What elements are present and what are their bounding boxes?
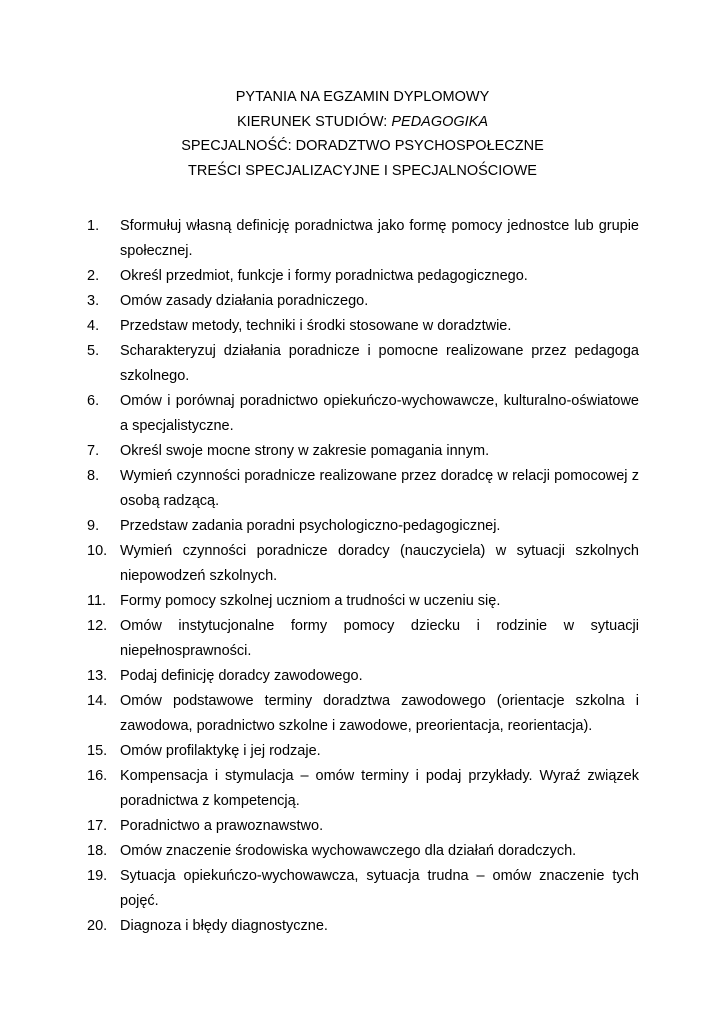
question-text: Sytuacja opiekuńczo-wychowawcza, sytuacja trudna – omów znaczenie tych pojęć. bbox=[120, 868, 639, 909]
question-text: Formy pomocy szkolnej uczniom a trudności w uczeniu się. bbox=[120, 593, 501, 609]
content-type: TREŚCI SPECJALIZACYJNE I SPECJALNOŚCIOWE bbox=[188, 162, 537, 179]
question-number: 10. bbox=[87, 543, 108, 559]
question-text: Poradnictwo a prawoznawstwo. bbox=[120, 818, 324, 834]
question-number: 7. bbox=[87, 443, 100, 459]
question-text: Określ swoje mocne strony w zakresie pomagania innym. bbox=[120, 443, 490, 459]
question-number: 19. bbox=[87, 868, 108, 884]
exam-title: PYTANIA NA EGZAMIN DYPLOMOWY bbox=[235, 89, 490, 105]
question-item bbox=[0, 389, 639, 439]
question-item bbox=[0, 339, 639, 389]
question-number: 1. bbox=[87, 218, 100, 234]
question-text: Określ przedmiot, funkcje i formy poradnictwa pedagogicznego. bbox=[120, 268, 528, 284]
question-item bbox=[0, 289, 639, 314]
question-number: 5. bbox=[87, 343, 100, 359]
question-number: 17. bbox=[87, 818, 108, 834]
question-item bbox=[0, 539, 639, 589]
question-item bbox=[0, 439, 639, 464]
question-text: Omów i porównaj poradnictwo opiekuńczo-wychowawcze, kulturalno-oświatowe a specjalistyczne. bbox=[120, 393, 639, 434]
question-item bbox=[0, 214, 639, 264]
question-item bbox=[0, 514, 639, 539]
question-text: Przedstaw zadania poradni psychologiczno-pedagogicznej. bbox=[120, 518, 501, 534]
question-number: 16. bbox=[87, 768, 108, 784]
question-number: 14. bbox=[87, 693, 108, 709]
question-item bbox=[0, 664, 639, 689]
question-item bbox=[0, 764, 639, 814]
question-number: 9. bbox=[87, 518, 100, 534]
question-text: Wymień czynności poradnicze realizowane przez doradcę w relacji pomocowej z osobą radzącą. bbox=[120, 468, 639, 509]
question-number: 20. bbox=[87, 918, 108, 934]
question-text: Scharakteryzuj działania poradnicze i pomocne realizowane przez pedagoga szkolnego. bbox=[120, 343, 639, 384]
question-item bbox=[0, 264, 639, 289]
question-number: 6. bbox=[87, 393, 100, 409]
questions-list bbox=[0, 214, 725, 939]
question-text: Omów profilaktykę i jej rodzaje. bbox=[120, 743, 321, 759]
question-item bbox=[0, 839, 639, 864]
question-number: 4. bbox=[87, 318, 100, 334]
question-item bbox=[0, 739, 639, 764]
question-number: 2. bbox=[87, 268, 100, 284]
field-of-study-value: PEDAGOGIKA bbox=[391, 113, 489, 130]
question-text: Wymień czynności poradnicze doradcy (nauczyciela) w sytuacji szkolnych niepowodzeń szkolnych. bbox=[120, 543, 639, 584]
question-text: Przedstaw metody, techniki i środki stosowane w doradztwie. bbox=[120, 318, 512, 334]
question-item bbox=[0, 614, 639, 664]
field-of-study-label: KIERUNEK STUDIÓW: bbox=[236, 113, 392, 130]
question-text: Podaj definicję doradcy zawodowego. bbox=[120, 668, 363, 684]
document-header bbox=[0, 85, 725, 183]
question-item bbox=[0, 314, 639, 339]
question-item bbox=[0, 464, 639, 514]
question-item bbox=[0, 689, 639, 739]
question-number: 12. bbox=[87, 618, 108, 634]
question-text: Omów podstawowe terminy doradztwa zawodowego (orientacje szkolna i zawodowa, poradnictwo szkolne i zawodowe, preorientacja, reorientacja). bbox=[120, 693, 639, 734]
question-number: 15. bbox=[87, 743, 108, 759]
question-item bbox=[0, 864, 639, 914]
question-number: 18. bbox=[87, 843, 108, 859]
question-text: Omów instytucjonalne formy pomocy dziecku i rodzinie w sytuacji niepełnosprawności. bbox=[120, 618, 639, 659]
question-item bbox=[0, 814, 639, 839]
question-text: Kompensacja i stymulacja – omów terminy i podaj przykłady. Wyraź związek poradnictwa z kompetencją. bbox=[120, 768, 639, 809]
question-text: Omów zasady działania poradniczego. bbox=[120, 293, 369, 309]
specialization: SPECJALNOŚĆ: DORADZTWO PSYCHOSPOŁECZNE bbox=[181, 138, 544, 154]
question-number: 11. bbox=[87, 593, 107, 609]
question-text: Diagnoza i błędy diagnostyczne. bbox=[120, 918, 328, 934]
question-number: 3. bbox=[87, 293, 100, 309]
question-number: 8. bbox=[87, 468, 100, 484]
question-item bbox=[0, 589, 639, 614]
field-of-study bbox=[0, 110, 725, 135]
question-text: Sformułuj własną definicję poradnictwa jako formę pomocy jednostce lub grupie społecznej. bbox=[120, 218, 639, 259]
question-text: Omów znaczenie środowiska wychowawczego dla działań doradczych. bbox=[120, 843, 577, 859]
question-item bbox=[0, 914, 639, 939]
question-number: 13. bbox=[87, 668, 108, 684]
